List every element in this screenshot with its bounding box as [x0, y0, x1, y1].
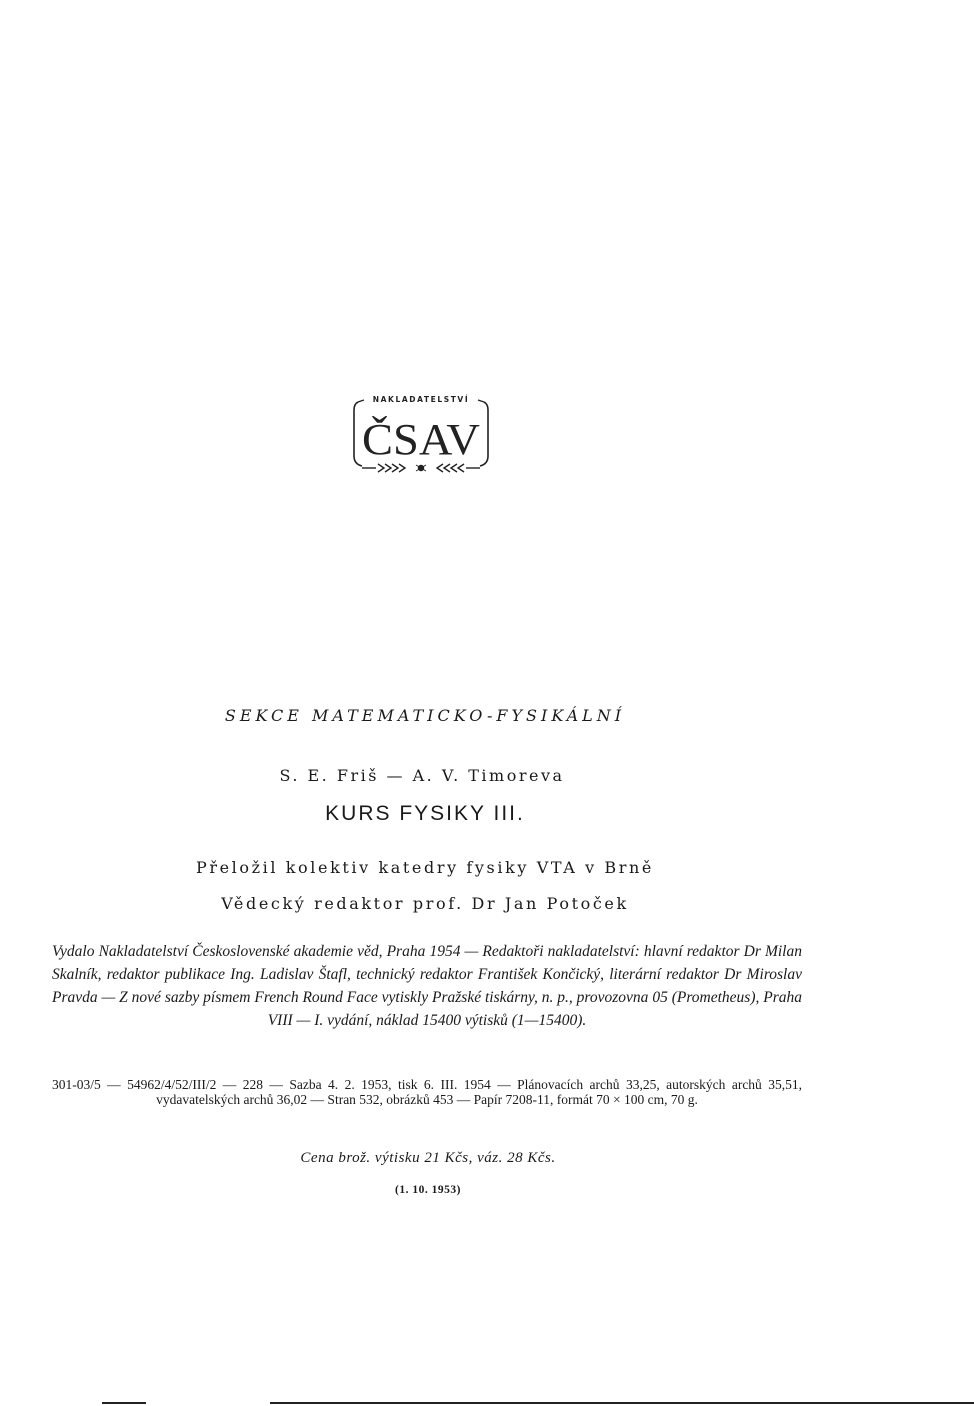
csav-seal-icon: [352, 388, 490, 478]
translator-credit: Přeložil kolektiv katedry fysiky VTA v Brně: [195, 858, 655, 877]
publisher-imprint: Vydalo Nakladatelství Československé akademie věd, Praha 1954 — Redaktoři nakladatelství: hlavní redaktor Dr Milan Skalník, redaktor publikace Ing. Ladislav Štafl, technický redaktor František Končický, literární redaktor Dr Miroslav Pravda — Z nové sazby písmem French Round Face vytiskly Pražské tiskárny, n. p., provozovna 05 (Prometheus), Praha VIII — I. vydání, náklad 15400 výtisků (1—15400).: [52, 943, 802, 1029]
bottom-rule-left: [102, 1402, 146, 1404]
book-authors: S. E. Friš — A. V. Timoreva: [279, 766, 565, 785]
book-price: Cena brož. výtisku 21 Kčs, váz. 28 Kčs.: [300, 1150, 556, 1166]
print-details: 301-03/5 — 54962/4/52/III/2 — 228 — Sazba 4. 2. 1953, tisk 6. III. 1954 — Plánovacích archů 33,25, autorských archů 35,51, vydavatelských archů 36,02 — Stran 532, obrázků 453 — Papír 7208-11, formát 70 × 100 cm, 70 g.: [52, 1077, 802, 1107]
bottom-rule-right: [270, 1402, 974, 1404]
publication-date: (1. 10. 1953): [395, 1184, 461, 1196]
scientific-editor-credit: Vědecký redaktor prof. Dr Jan Potoček: [221, 894, 629, 913]
svg-text:NAKLADATELSTVÍ: NAKLADATELSTVÍ: [372, 395, 470, 404]
series-name: SEKCE MATEMATICKO-FYSIKÁLNÍ: [224, 706, 626, 725]
svg-text:ČSAV: ČSAV: [362, 415, 481, 464]
book-title: KURS FYSIKY III.: [325, 802, 525, 825]
publisher-logo: [352, 388, 490, 478]
